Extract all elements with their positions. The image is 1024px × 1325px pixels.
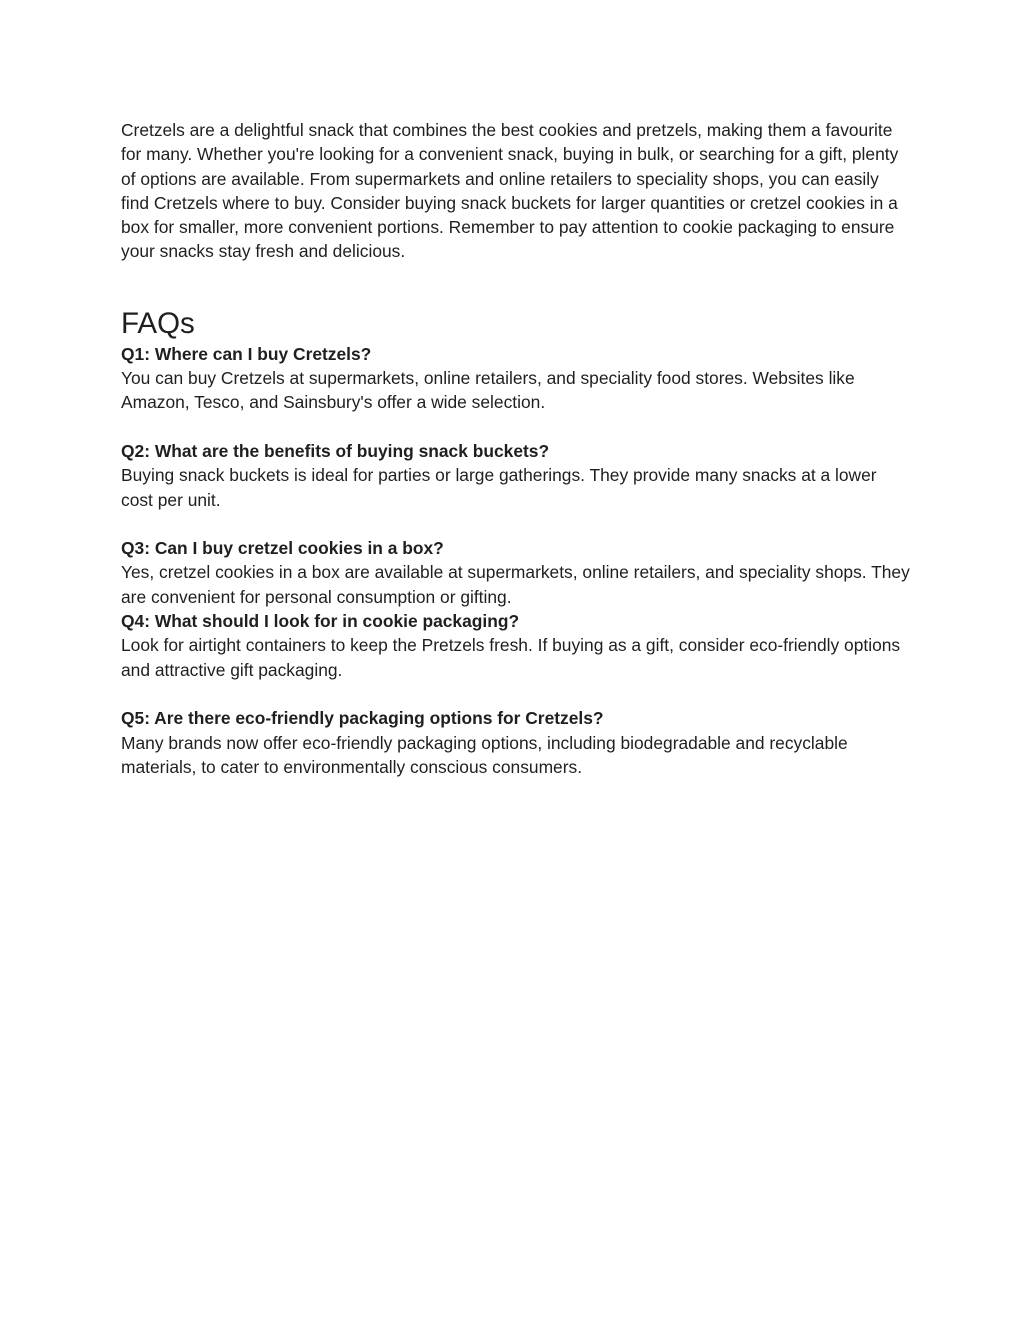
faq-answer: Yes, cretzel cookies in a box are available at supermarkets, online retailers, and speciality shops. They are convenient for personal consumption or gifting. bbox=[121, 562, 910, 607]
faq-answer: Buying snack buckets is ideal for parties or large gatherings. They provide many snacks at a lower cost per unit. bbox=[121, 465, 877, 510]
faq-item-4 bbox=[121, 609, 911, 682]
faq-question: Q2: What are the benefits of buying snack buckets? bbox=[121, 440, 550, 461]
faq-question: Q1: Where can I buy Cretzels? bbox=[121, 343, 372, 364]
faq-question: Q3: Can I buy cretzel cookies in a box? bbox=[121, 538, 444, 559]
faq-item-5 bbox=[121, 706, 911, 779]
faq-heading: FAQs bbox=[121, 306, 195, 340]
faq-item-1 bbox=[121, 342, 911, 415]
intro-paragraph: Cretzels are a delightful snack that combines the best cookies and pretzels, making them a favourite for many. Whether you're looking for a convenient snack, buying in bulk, or searching for a gift, plenty of options are available. From supermarkets and online retailers to speciality shops, you can easily find Cretzels where to buy. Consider buying snack buckets for larger quantities or cretzel cookies in a box for smaller, more convenient portions. Remember to pay attention to cookie packaging to ensure your snacks stay fresh and delicious. bbox=[121, 120, 899, 262]
faq-item-3 bbox=[121, 536, 911, 609]
document-page bbox=[121, 118, 911, 779]
faq-question: Q4: What should I look for in cookie packaging? bbox=[121, 611, 520, 632]
faq-answer: Many brands now offer eco-friendly packaging options, including biodegradable and recyclable materials, to cater to environmentally conscious consumers. bbox=[121, 732, 848, 777]
paragraph-gap bbox=[121, 415, 911, 439]
faq-answer: You can buy Cretzels at supermarkets, online retailers, and speciality food stores. Websites like Amazon, Tesco, and Sainsbury's offer a wide selection. bbox=[121, 368, 855, 413]
faq-answer: Look for airtight containers to keep the Pretzels fresh. If buying as a gift, consider eco-friendly options and attractive gift packaging. bbox=[121, 635, 901, 680]
faq-question: Q5: Are there eco-friendly packaging options for Cretzels? bbox=[121, 708, 604, 729]
paragraph-gap bbox=[121, 682, 911, 706]
paragraph-gap bbox=[121, 512, 911, 536]
faq-item-2 bbox=[121, 439, 911, 512]
